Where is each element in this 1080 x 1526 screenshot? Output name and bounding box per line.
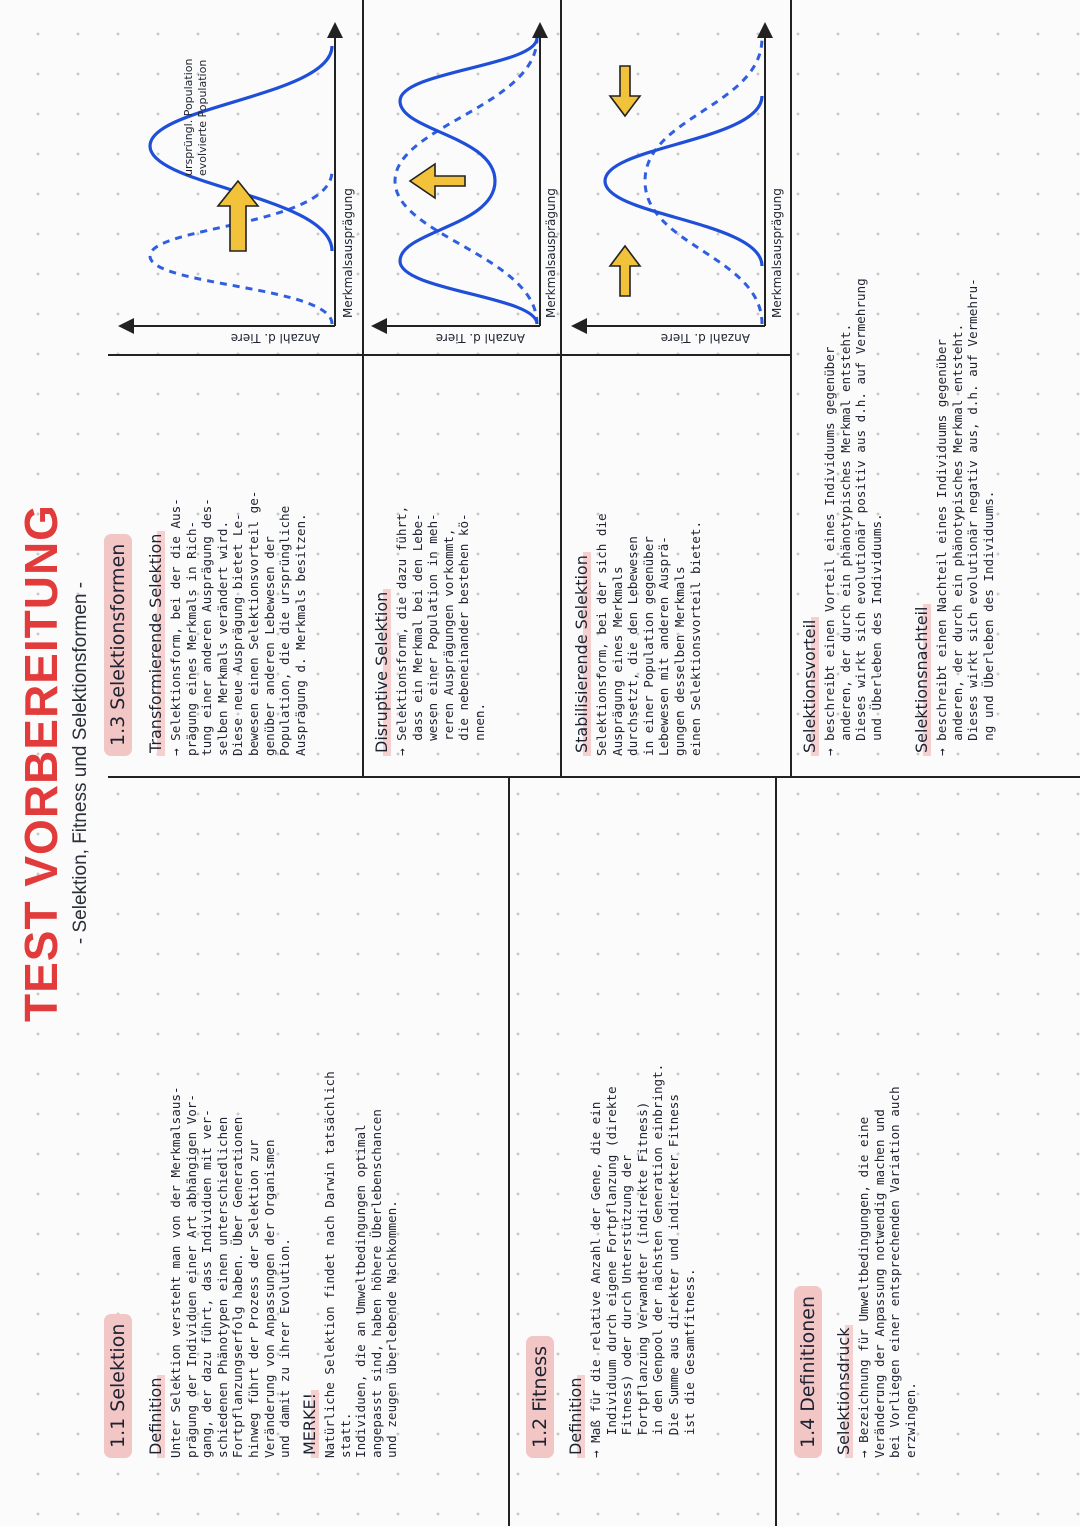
- page-title: TEST VORBEREITUNG: [15, 504, 67, 1022]
- text-disruptive-selektion: → Selektionsform, die dazu führt, dass ein Merkmal bei den Lebe- wesen einer Population in meh- reren Ausprägungen vorkommt, die nebeneinander bestehen kö- nnen.: [394, 505, 487, 756]
- x-axis-label: Merkmalsausprägung: [544, 188, 558, 318]
- right-row-divider-3: [790, 0, 792, 778]
- curve-original-population: [645, 38, 762, 324]
- graph-stabilisierende-selektion: [565, 11, 787, 346]
- left-section-divider-1: [508, 778, 510, 1526]
- label-selektionsdruck: Selektionsdruck: [834, 1325, 853, 1458]
- diverge-arrow-icon: [410, 164, 465, 198]
- text-selektionsdruck: → Bezeichnung für Umweltbedingungen, die eine Veränderung der Anpassung notwendig machen und bei Vorliegen einer entsprechenden Variation auch erzwingen.: [856, 1086, 918, 1458]
- stabilize-arrow-left-icon: [610, 246, 640, 296]
- right-row-divider-1: [362, 0, 364, 778]
- text-selektionsnachteil: → beschreibt einen Nachteil eines Individuums gegenüber anderen, der durch ein phänotypisches Merkmal entsteht. Dieses wirkt sich evolutionär negativ aus, d.h. auf Vermehru- ng und Überleben des Individuums.: [934, 278, 996, 756]
- label-selektionsvorteil: Selektionsvorteil: [800, 617, 819, 756]
- legend-original: ursprüngl. Population: [182, 58, 195, 176]
- label-transformierende-selektion: Transformierende Selektion: [146, 531, 165, 756]
- label-stabilisierende-selektion: Stabilisierende Selektion: [572, 552, 591, 756]
- main-column-divider: [108, 776, 1080, 778]
- heading-selektionsformen: 1.3 Selektionsformen: [104, 534, 132, 756]
- graph-transformierende-selektion: [110, 11, 358, 346]
- x-axis-label: Merkmalsausprägung: [770, 188, 784, 318]
- text-merke: Natürliche Selektion findet nach Darwin tatsächlich statt. Individuen, die an Umweltbedingungen optimal angepasst sind, haben höhere Überlebenschancen und zeugen überlebende Nachkommen.: [322, 1071, 400, 1458]
- y-axis-label: Anzahl d. Tiere: [660, 331, 750, 345]
- curve-evolved-population: [605, 96, 762, 266]
- heading-selektion: 1.1 Selektion: [104, 1314, 132, 1458]
- section-fitness: [526, 1336, 554, 1458]
- label-fitness-definition: Definition: [566, 1375, 585, 1458]
- text-fitness-definition: → Maß für die relative Anzahl der Gene, die ein Individuum durch eigene Fortpflanzung (direkte Fitness) oder durch Unterstützung der Fortpflanzung Verwandter (indirekte Fitness) in den Genpool der nächsten Generation einbringt. Die Summe aus direkter und indirekter Fitness ist die Gesamtfitness.: [588, 1063, 697, 1458]
- section-selektion: [104, 1314, 132, 1458]
- label-selektion-definition: Definition: [146, 1375, 165, 1458]
- x-axis-label: Merkmalsausprägung: [341, 188, 355, 318]
- page-subtitle: - Selektion, Fitness und Selektionsformen -: [70, 581, 91, 945]
- label-disruptive-selektion: Disruptive Selektion: [372, 589, 391, 756]
- left-section-divider-2: [775, 778, 777, 1526]
- graph-column-divider: [108, 354, 790, 356]
- text-transformierende-selektion: → Selektionsform, bei der die Aus- prägung eines Merkmals in Rich- tung einer anderen Ausprägung des- selben Merkmals verändert wird. Diese neue Ausprägung bietet Le- bewesen einen Selektionsvorteil ge- genüber anderen Lebewesen der Population, die die ursprüngliche Ausprägung d. Merkmals besitzen.: [168, 490, 308, 756]
- text-selektion-definition: Unter Selektion versteht man von der Merkmalsaus- prägung der Individuen einer Art abhängigen Vor- gang, der dazu führt, dass Individuen mit ver- schiedenen Phänotypen einen unterschiedlichen Fortpflanzungserfolg haben. Über Generationen hinweg führt der Prozess der Selektion zur Veränderung von Anpassungen der Organismen und damit zu ihrer Evolution.: [168, 1086, 293, 1458]
- right-row-divider-2: [560, 0, 562, 778]
- heading-fitness: 1.2 Fitness: [526, 1336, 554, 1458]
- section-selektionsformen: [104, 534, 132, 756]
- section-definitionen: [794, 1286, 822, 1458]
- y-axis-label: Anzahl d. Tiere: [230, 331, 320, 345]
- label-selektionsnachteil: Selektionsnachteil: [912, 604, 931, 756]
- stabilize-arrow-right-icon: [610, 66, 640, 116]
- graph-disruptive-selektion: [365, 11, 560, 346]
- shift-arrow-icon: [218, 181, 258, 251]
- text-selektionsvorteil: → beschreibt einen Vorteil eines Individuums gegenüber anderen, der durch ein phänotypisches Merkmal entsteht. Dieses wirkt sich evolutionär positiv aus d.h. auf Vermehrung und Überleben des Individuums.: [822, 278, 884, 756]
- text-stabilisierende-selektion: Selektionsform, bei der sich die Ausprägung eines Merkmals durchsetzt, die den Lebewesen in einer Population gegenüber Lebewesen mit anderen Ausprä- gungen desselben Merkmals einen Selektionsvorteil bietet.: [594, 513, 703, 756]
- label-merke: MERKE!: [300, 1390, 319, 1458]
- y-axis-label: Anzahl d. Tiere: [435, 331, 525, 345]
- heading-definitionen: 1.4 Definitionen: [794, 1286, 822, 1458]
- legend-evolved: evolvierte Population: [196, 59, 209, 176]
